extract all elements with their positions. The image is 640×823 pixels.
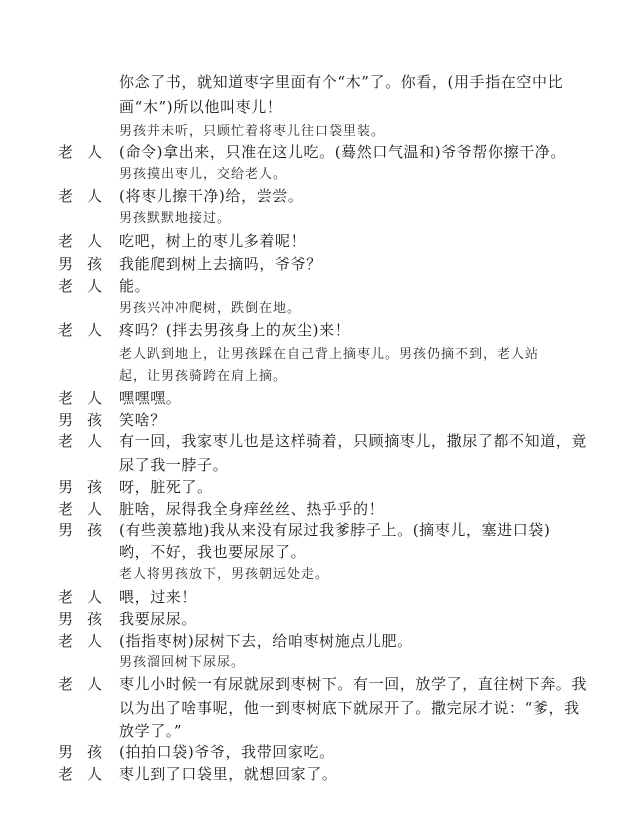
speaker-label: 老人 <box>58 277 102 295</box>
speaker-label: 老人 <box>58 588 102 606</box>
dialogue-line: 喂，过来！ <box>119 588 198 606</box>
stage-direction: 男孩默默地接过。 <box>119 211 232 226</box>
speaker-label: 老人 <box>58 432 102 450</box>
dialogue-line: 以为出了啥事呢，他一到枣树底下就尿开了。撒完尿才说：“爹，我 <box>119 699 580 717</box>
dialogue-line: 我能爬到树上去摘吗，爷爷？ <box>119 255 322 273</box>
speaker-label: 男孩 <box>58 478 102 496</box>
speaker-label: 老人 <box>58 765 102 783</box>
speaker-label: 男孩 <box>58 521 102 539</box>
speaker-label: 老人 <box>58 321 102 339</box>
dialogue-line: (将枣儿擦干净)给，尝尝。 <box>119 187 304 205</box>
speaker-label: 老人 <box>58 389 102 407</box>
stage-direction: 男孩并未听，只顾忙着将枣儿往口袋里装。 <box>119 124 386 139</box>
speaker-label: 男孩 <box>58 411 102 429</box>
stage-direction: 男孩摸出枣儿，交给老人。 <box>119 167 288 182</box>
dialogue-line: (有些羡慕地)我从来没有尿过我爹脖子上。(摘枣儿，塞进口袋) <box>119 521 551 539</box>
dialogue-line: 吃吧，树上的枣儿多着呢！ <box>119 232 307 250</box>
dialogue-line: (指指枣树)尿树下去，给咱枣树施点儿肥。 <box>119 632 413 650</box>
stage-direction: 起，让男孩骑跨在肩上摘。 <box>119 369 288 384</box>
speaker-label: 老人 <box>58 632 102 650</box>
dialogue-line: 我要尿尿。 <box>119 610 198 628</box>
stage-direction: 老人将男孩放下，男孩朝远处走。 <box>119 567 330 582</box>
stage-direction: 男孩兴冲冲爬树，跌倒在地。 <box>119 301 302 316</box>
dialogue-line: 尿了我一脖子。 <box>119 456 229 474</box>
stage-direction: 男孩溜回树下尿尿。 <box>119 655 246 670</box>
speaker-label: 老人 <box>58 143 102 161</box>
dialogue-line: 嘿嘿嘿。 <box>119 389 182 407</box>
dialogue-line: (拍拍口袋)爷爷，我带回家吃。 <box>119 743 335 761</box>
dialogue-line: 有一回，我家枣儿也是这样骑着，只顾摘枣儿，撒尿了都不知道，竟 <box>119 432 588 450</box>
stage-direction: 老人趴到地上，让男孩踩在自己背上摘枣儿。男孩仍摘不到，老人站 <box>119 347 540 362</box>
dialogue-line: 你念了书，就知道枣字里面有个“木”了。你看，(用手指在空中比 <box>119 73 564 91</box>
speaker-label: 老人 <box>58 675 102 693</box>
speaker-label: 老人 <box>58 500 102 518</box>
dialogue-line: 呀，脏死了。 <box>119 478 213 496</box>
dialogue-line: 能。 <box>119 277 151 295</box>
dialogue-line: (命令)拿出来，只准在这儿吃。(蓦然口气温和)爷爷帮你擦干净。 <box>119 143 567 161</box>
dialogue-line: 哟，不好，我也要尿尿了。 <box>119 543 307 561</box>
dialogue-line: 枣儿到了口袋里，就想回家了。 <box>119 765 338 783</box>
dialogue-line: 疼吗？(拌去男孩身上的灰尘)来！ <box>119 321 351 339</box>
speaker-label: 男孩 <box>58 743 102 761</box>
speaker-label: 男孩 <box>58 610 102 628</box>
speaker-label: 男孩 <box>58 255 102 273</box>
dialogue-line: 放学了。” <box>119 722 183 740</box>
dialogue-line: 脏啥，尿得我全身痒丝丝、热乎乎的！ <box>119 500 385 518</box>
speaker-label: 老人 <box>58 232 102 250</box>
dialogue-line: 枣儿小时候一有尿就尿到枣树下。有一回，放学了，直往树下奔。我 <box>119 675 588 693</box>
dialogue-line: 笑啥？ <box>119 411 166 429</box>
speaker-label: 老人 <box>58 187 102 205</box>
dialogue-line: 画“木”)所以他叫枣儿！ <box>119 98 283 116</box>
